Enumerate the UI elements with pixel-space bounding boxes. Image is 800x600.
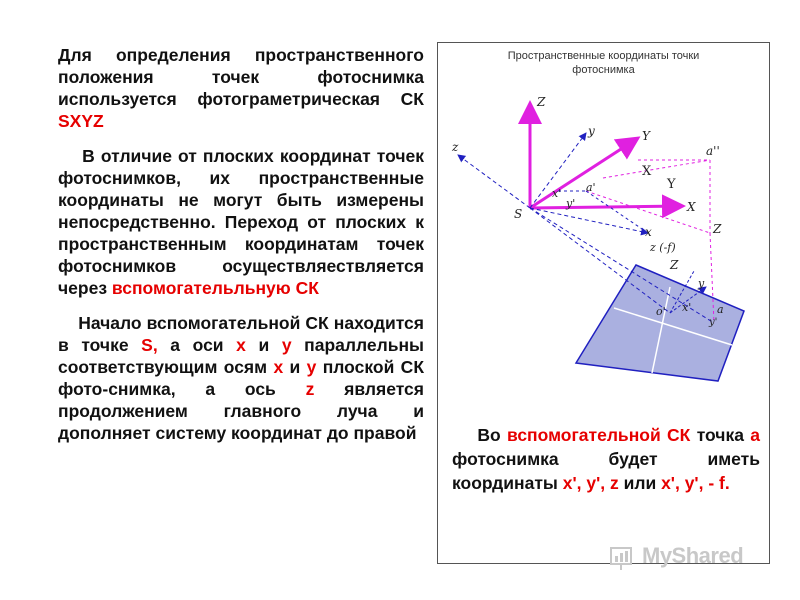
label-Y-big: Y — [642, 129, 650, 143]
label-a-prime: a' — [586, 181, 596, 194]
p2-red: вспомогательльную СК — [111, 278, 319, 298]
axis-Y-magenta — [530, 138, 638, 208]
p3-x: x — [236, 335, 246, 355]
note-c: фотоснимка будет иметь координаты — [452, 449, 760, 493]
label-a-dbl: a'' — [706, 144, 720, 158]
note-red3: x', y', z — [562, 473, 619, 493]
coordinate-diagram — [438, 43, 769, 423]
diagram-panel — [437, 42, 770, 564]
label-y-small: y — [588, 124, 595, 138]
label-X-right: X — [687, 200, 696, 214]
label-y-prime: y' — [566, 197, 576, 210]
note-red4: x', y', - f. — [661, 473, 730, 493]
label-Y-mid: Y — [667, 177, 676, 192]
label-x-prime: x' — [552, 187, 562, 200]
p3-e: и — [283, 357, 307, 377]
panel-title-line1: Пространственные координаты точки — [507, 50, 700, 62]
label-x-prime-low: x' — [682, 301, 692, 314]
p3-g: является продолжением главного луча и дополняет систему координат до правой — [58, 379, 424, 443]
label-Z-low: Z — [670, 258, 679, 272]
p3-y2: у — [306, 357, 317, 377]
explanation-text — [58, 44, 424, 457]
paragraph-1 — [58, 44, 424, 132]
label-a-low: a — [717, 303, 724, 316]
label-Z-right: Z — [713, 222, 722, 236]
panel-note — [452, 423, 760, 495]
label-z-left: z — [452, 140, 459, 154]
p2-text: В отличие от плоских координат точек фотоснимков, их пространственные координаты не могут быть измерены непосредственно. Переход от плоских к пространственным координатам точек фотоснимков осуществляествляется через — [58, 146, 425, 298]
note-red1: вспомогательной СК — [507, 425, 691, 445]
label-o-prime: o' — [656, 305, 666, 318]
watermark-logo-icon — [608, 542, 638, 572]
note-d: или — [618, 473, 662, 493]
p3-x2: x — [273, 357, 284, 377]
note-a: Во — [477, 425, 507, 445]
watermark — [608, 540, 768, 574]
p3-c: и — [245, 335, 282, 355]
p3-d: параллельны соответствующим осям — [58, 335, 424, 377]
p3-b: а оси — [157, 335, 237, 355]
p1-red: SXYZ — [58, 111, 104, 131]
p3-y: y — [281, 335, 292, 355]
watermark-text: MyShared — [642, 543, 744, 568]
p1-text: Для определения пространственного положения точек фотоснимка используется фотограметрическая СК — [58, 45, 424, 109]
note-red2: а — [750, 425, 760, 445]
label-S: S — [514, 207, 523, 221]
label-y-low: y — [698, 277, 705, 290]
note-b: точка — [690, 425, 751, 445]
p3-a: Начало вспомогательной СК находится в точке — [58, 313, 424, 355]
label-x-small: x — [645, 225, 652, 239]
label-y-prime-low: y' — [709, 317, 718, 328]
p3-z: z — [305, 379, 315, 399]
paragraph-3 — [58, 312, 424, 444]
panel-title-line2: фотоснимка — [572, 64, 635, 76]
axis-X-magenta — [530, 206, 683, 208]
p3-S: S, — [141, 335, 158, 355]
label-Z-top: Z — [537, 95, 546, 109]
paragraph-2 — [58, 145, 424, 299]
label-z-minus-f: z (-f) — [650, 241, 676, 254]
p3-f: плоской СК фото-снимка, а ось — [58, 357, 424, 399]
label-X-mid: X — [642, 164, 652, 179]
